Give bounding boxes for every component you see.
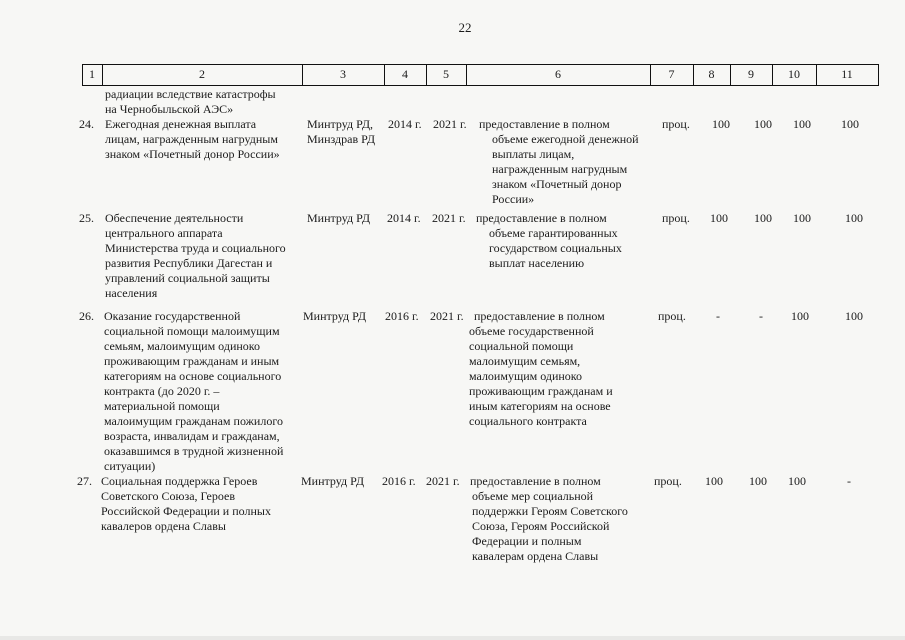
executor-line: Минздрав РД	[307, 132, 376, 146]
indicator-value: 100	[705, 474, 723, 488]
indicator-value: 100	[793, 117, 811, 131]
measure-name-line: населения	[105, 286, 158, 300]
result-line: предоставление в полном	[470, 474, 601, 488]
indicator-value: 100	[845, 211, 863, 225]
column-header: 3	[340, 67, 346, 81]
unit: проц.	[662, 211, 690, 225]
column-header: 4	[402, 67, 408, 81]
end-year: 2021 г.	[433, 117, 467, 131]
indicator-value: 100	[845, 309, 863, 323]
result-line: малоимущим семьям,	[469, 354, 581, 368]
row-number: 27.	[77, 474, 92, 488]
indicator-value: 100	[710, 211, 728, 225]
measure-name-line: развития Республики Дагестан и	[105, 256, 273, 270]
measure-name-line: управлений социальной защиты	[105, 271, 270, 285]
result-line: государством социальных	[489, 241, 622, 255]
result-line: награжденным нагрудным	[492, 162, 628, 176]
measure-name-line: проживающим гражданам и иным	[104, 354, 280, 368]
result-line: проживающим гражданам и	[469, 384, 613, 398]
row-number: 26.	[79, 309, 94, 323]
header-top-line	[82, 64, 878, 65]
result-line: объеме мер социальной	[472, 489, 594, 503]
header-bottom-line	[82, 85, 878, 86]
indicator-value: -	[759, 309, 763, 323]
measure-name-line: контракта (до 2020 г. –	[104, 384, 220, 398]
indicator-value: 100	[754, 211, 772, 225]
measure-name-line: социальной помощи малоимущим	[104, 324, 280, 338]
measure-name-line: Российской Федерации и полных	[101, 504, 271, 518]
start-year: 2014 г.	[388, 117, 422, 131]
executor-line: Минтруд РД	[301, 474, 365, 488]
result-line: кавалерам ордена Славы	[472, 549, 599, 563]
column-header: 8	[708, 67, 715, 81]
result-line: объеме ежегодной денежной	[492, 132, 639, 146]
measure-name-line: центрального аппарата	[105, 226, 223, 240]
column-header: 7	[668, 67, 675, 81]
page-number: 22	[458, 20, 472, 35]
indicator-value: 100	[791, 309, 809, 323]
scan-edge	[0, 636, 905, 640]
unit: проц.	[662, 117, 690, 131]
start-year: 2014 г.	[387, 211, 421, 225]
column-header: 11	[841, 67, 853, 81]
result-line: поддержки Героям Советского	[472, 504, 628, 518]
measure-name-line: Советского Союза, Героев	[101, 489, 236, 503]
result-line: объеме гарантированных	[489, 226, 618, 240]
measure-name-line: материальной помощи	[104, 399, 220, 413]
result-line: социального контракта	[469, 414, 587, 428]
result-line: Союза, Героям Российской	[472, 519, 610, 533]
header-divider	[878, 64, 879, 86]
unit: проц.	[654, 474, 682, 488]
measure-name-line: знаком «Почетный донор России»	[105, 147, 280, 161]
measure-name-line: Социальная поддержка Героев	[101, 474, 258, 488]
table-header	[82, 64, 878, 86]
result-line: выплаты лицам,	[492, 147, 575, 161]
executor-line: Минтруд РД,	[307, 117, 374, 131]
result-line: России»	[492, 192, 535, 206]
end-year: 2021 г.	[432, 211, 466, 225]
indicator-value: -	[716, 309, 720, 323]
result-line: предоставление в полном	[474, 309, 605, 323]
measure-name-line: Обеспечение деятельности	[105, 211, 244, 225]
measure-name-line: семьям, малоимущим одиноко	[104, 339, 261, 353]
result-line: социальной помощи	[469, 339, 574, 353]
end-year: 2021 г.	[430, 309, 464, 323]
result-line: Федерации и полным	[472, 534, 582, 548]
measure-name-line: Ежегодная денежная выплата	[105, 117, 257, 131]
start-year: 2016 г.	[382, 474, 416, 488]
measure-name-line: ситуации)	[104, 459, 156, 473]
column-header: 6	[555, 67, 561, 81]
measure-name-line: возраста, инвалидам и гражданам,	[104, 429, 280, 443]
end-year: 2021 г.	[426, 474, 460, 488]
measure-name-line: оказавшимся в трудной жизненной	[104, 444, 284, 458]
indicator-value: 100	[788, 474, 806, 488]
result-line: выплат населению	[489, 256, 585, 270]
row-number: 25.	[79, 211, 94, 225]
start-year: 2016 г.	[385, 309, 419, 323]
executor-line: Минтруд РД	[307, 211, 371, 225]
executor-line: Минтруд РД	[303, 309, 367, 323]
column-header: 5	[443, 67, 449, 81]
indicator-value: -	[847, 474, 851, 488]
measure-name-line: категориям на основе социального	[104, 369, 282, 383]
continuation-name-line: радиации вследствие катастрофы	[105, 87, 276, 101]
column-header: 2	[199, 67, 205, 81]
measure-name-line: кавалеров ордена Славы	[101, 519, 226, 533]
result-line: иным категориям на основе	[469, 399, 611, 413]
indicator-value: 100	[841, 117, 859, 131]
measure-name-line: Оказание государственной	[104, 309, 241, 323]
result-line: малоимущим одиноко	[469, 369, 583, 383]
result-line: знаком «Почетный донор	[492, 177, 622, 191]
column-header: 1	[89, 67, 95, 81]
indicator-value: 100	[712, 117, 730, 131]
indicator-value: 100	[793, 211, 811, 225]
measure-name-line: лицам, награжденным нагрудным	[105, 132, 278, 146]
result-line: предоставление в полном	[476, 211, 607, 225]
measure-name-line: Министерства труда и социального	[105, 241, 286, 255]
measure-name-line: малоимущим гражданам пожилого	[104, 414, 283, 428]
unit: проц.	[658, 309, 686, 323]
indicator-value: 100	[754, 117, 772, 131]
result-line: предоставление в полном	[479, 117, 610, 131]
indicator-value: 100	[749, 474, 767, 488]
continuation-name-line: на Чернобыльской АЭС»	[105, 102, 234, 116]
result-line: объеме государственной	[469, 324, 594, 338]
row-number: 24.	[79, 117, 94, 131]
column-header: 9	[748, 67, 754, 81]
column-header: 10	[788, 67, 800, 81]
